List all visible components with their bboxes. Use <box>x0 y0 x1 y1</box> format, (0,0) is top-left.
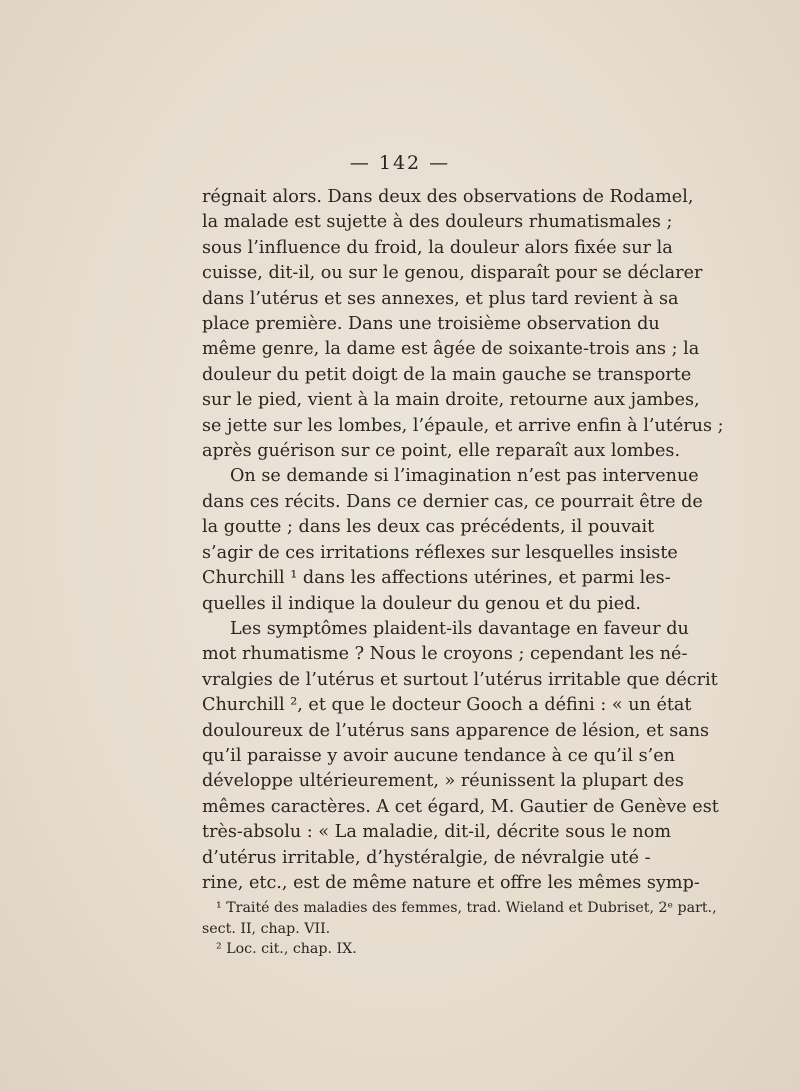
text-line: après guérison sur ce point, elle reparaît aux lombes. <box>202 441 681 462</box>
text-line: cuisse, dit-il, ou sur le genou, disparaît pour se déclarer <box>202 263 703 284</box>
text-line: dans l’utérus et ses annexes, et plus tard revient à sa <box>202 288 679 309</box>
text-line: sur le pied, vient à la main droite, retourne aux jambes, <box>202 390 700 411</box>
footnote-line: ² Loc. cit., chap. IX. <box>216 941 357 957</box>
text-line: douloureux de l’utérus sans apparence de lésion, et sans <box>202 720 710 741</box>
text-line: Churchill ¹ dans les affections utérines, et parmi les- <box>202 568 671 589</box>
text-line: mêmes caractères. A cet égard, M. Gautier de Genève est <box>202 796 719 817</box>
text-line: sous l’influence du froid, la douleur alors fixée sur la <box>202 237 673 258</box>
text-line: Les symptômes plaident-ils davantage en faveur du <box>230 618 689 639</box>
footnotes <box>202 898 717 960</box>
body-text <box>202 185 724 896</box>
text-line: Churchill ², et que le docteur Gooch a défini : « un état <box>202 695 692 716</box>
text-line: On se demande si l’imagination n’est pas intervenue <box>230 466 699 487</box>
text-line: la goutte ; dans les deux cas précédents, il pouvait <box>202 517 655 538</box>
text-line: place première. Dans une troisième observation du <box>202 314 660 335</box>
text-line: la malade est sujette à des douleurs rhumatismales ; <box>202 212 673 233</box>
text-line: qu’il paraisse y avoir aucune tendance à ce qu’il s’en <box>202 745 675 766</box>
text-line: très-absolu : « La maladie, dit-il, décrite sous le nom <box>202 822 672 843</box>
text-line: dans ces récits. Dans ce dernier cas, ce pourrait être de <box>202 491 703 512</box>
page-number: — 142 — <box>349 152 451 174</box>
text-line: vralgies de l’utérus et surtout l’utérus irritable que décrit <box>202 669 718 690</box>
text-line: rine, etc., est de même nature et offre les mêmes symp- <box>202 872 700 893</box>
text-line: douleur du petit doigt de la main gauche se transporte <box>202 364 692 385</box>
footnote-line: ¹ Traité des maladies des femmes, trad. Wieland et Dubriset, 2ᵉ part., <box>216 900 717 916</box>
text-line: régnait alors. Dans deux des observations de Rodamel, <box>202 187 694 207</box>
text-line: s’agir de ces irritations réflexes sur lesquelles insiste <box>202 542 678 563</box>
text-line: mot rhumatisme ? Nous le croyons ; cependant les né- <box>202 644 688 665</box>
footnote-line: sect. II, chap. VII. <box>202 920 331 937</box>
text-line: d’utérus irritable, d’hystéralgie, de névralgie uté - <box>202 847 651 868</box>
text-line: quelles il indique la douleur du genou et du pied. <box>202 593 641 614</box>
text-line: développe ultérieurement, » réunissent la plupart des <box>202 771 684 792</box>
text-line: se jette sur les lombes, l’épaule, et arrive enfin à l’utérus ; <box>202 415 724 436</box>
text-line: même genre, la dame est âgée de soixante-trois ans ; la <box>202 339 700 360</box>
